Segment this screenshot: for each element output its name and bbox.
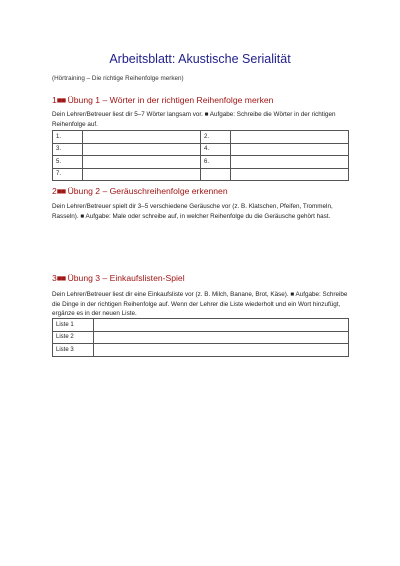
label-cell: 4. <box>200 143 230 156</box>
heading-marker: ■■ <box>56 186 66 196</box>
label-cell: 6. <box>200 156 230 169</box>
page-title: Arbeitsblatt: Akustische Serialität <box>109 52 291 66</box>
label-cell: 5. <box>53 156 83 169</box>
exercise-3-text: Dein Lehrer/Betreuer liest dir eine Einkaufsliste vor (z. B. Milch, Banane, Brot, Käse). ■ Aufgabe: Schreibe die Dinge in der richtigen Reihenfolge auf. Wenn der Lehrer die Liste wiederholt und ein Wort hinzufügt, ergänze es in der neuen Liste. <box>52 291 348 318</box>
heading-marker: ■■ <box>56 95 66 105</box>
answer-cell[interactable] <box>230 168 348 181</box>
exercise-2-text: Dein Lehrer/Betreuer spielt dir 3–5 verschiedene Geräusche vor (z. B. Klatschen, Pfeifen, Trommeln, Rasseln). ■ Aufgabe: Male oder schreibe auf, in welcher Reihenfolge du die Geräusche gehört hast. <box>52 203 333 220</box>
label-cell: Liste 2 <box>53 331 94 344</box>
list-row <box>53 344 349 357</box>
exercise-2-title: Übung 2 – Geräuschreihenfolge erkennen <box>67 186 228 196</box>
exercise-1-table <box>52 130 349 181</box>
word-row <box>53 143 349 156</box>
label-cell: 1. <box>53 131 83 144</box>
list-row <box>53 319 349 332</box>
label-cell: Liste 1 <box>53 319 94 332</box>
answer-cell[interactable] <box>94 344 349 357</box>
exercise-3-title: Übung 3 – Einkaufslisten-Spiel <box>67 273 185 283</box>
exercise-3-number: 3 <box>52 273 57 283</box>
exercise-1-number: 1 <box>52 95 57 105</box>
word-row <box>53 168 349 181</box>
word-row <box>53 131 349 144</box>
label-cell: 7. <box>53 168 83 181</box>
answer-cell[interactable] <box>82 143 200 156</box>
answer-cell[interactable] <box>94 319 349 332</box>
answer-cell[interactable] <box>82 168 200 181</box>
exercise-3-heading <box>52 273 185 283</box>
exercise-2-heading <box>52 186 228 196</box>
answer-cell[interactable] <box>230 143 348 156</box>
exercise-2-number: 2 <box>52 186 57 196</box>
page-subtitle: (Hörtraining – Die richtige Reihenfolge merken) <box>52 75 184 82</box>
answer-cell[interactable] <box>82 156 200 169</box>
exercise-1-title: Übung 1 – Wörter in der richtigen Reihenfolge merken <box>67 95 274 105</box>
exercise-1-text: Dein Lehrer/Betreuer liest dir 5–7 Wörter langsam vor. ■ Aufgabe: Schreibe die Wörter in der richtigen Reihenfolge auf. <box>52 111 336 128</box>
answer-cell[interactable] <box>82 131 200 144</box>
word-row <box>53 156 349 169</box>
exercise-1-heading <box>52 95 273 105</box>
answer-cell[interactable] <box>230 156 348 169</box>
label-cell: 2. <box>200 131 230 144</box>
label-cell: Liste 3 <box>53 344 94 357</box>
answer-cell[interactable] <box>200 168 230 181</box>
label-cell: 3. <box>53 143 83 156</box>
answer-cell[interactable] <box>230 131 348 144</box>
answer-cell[interactable] <box>94 331 349 344</box>
list-row <box>53 331 349 344</box>
heading-marker: ■■ <box>56 273 66 283</box>
exercise-3-table <box>52 318 349 357</box>
